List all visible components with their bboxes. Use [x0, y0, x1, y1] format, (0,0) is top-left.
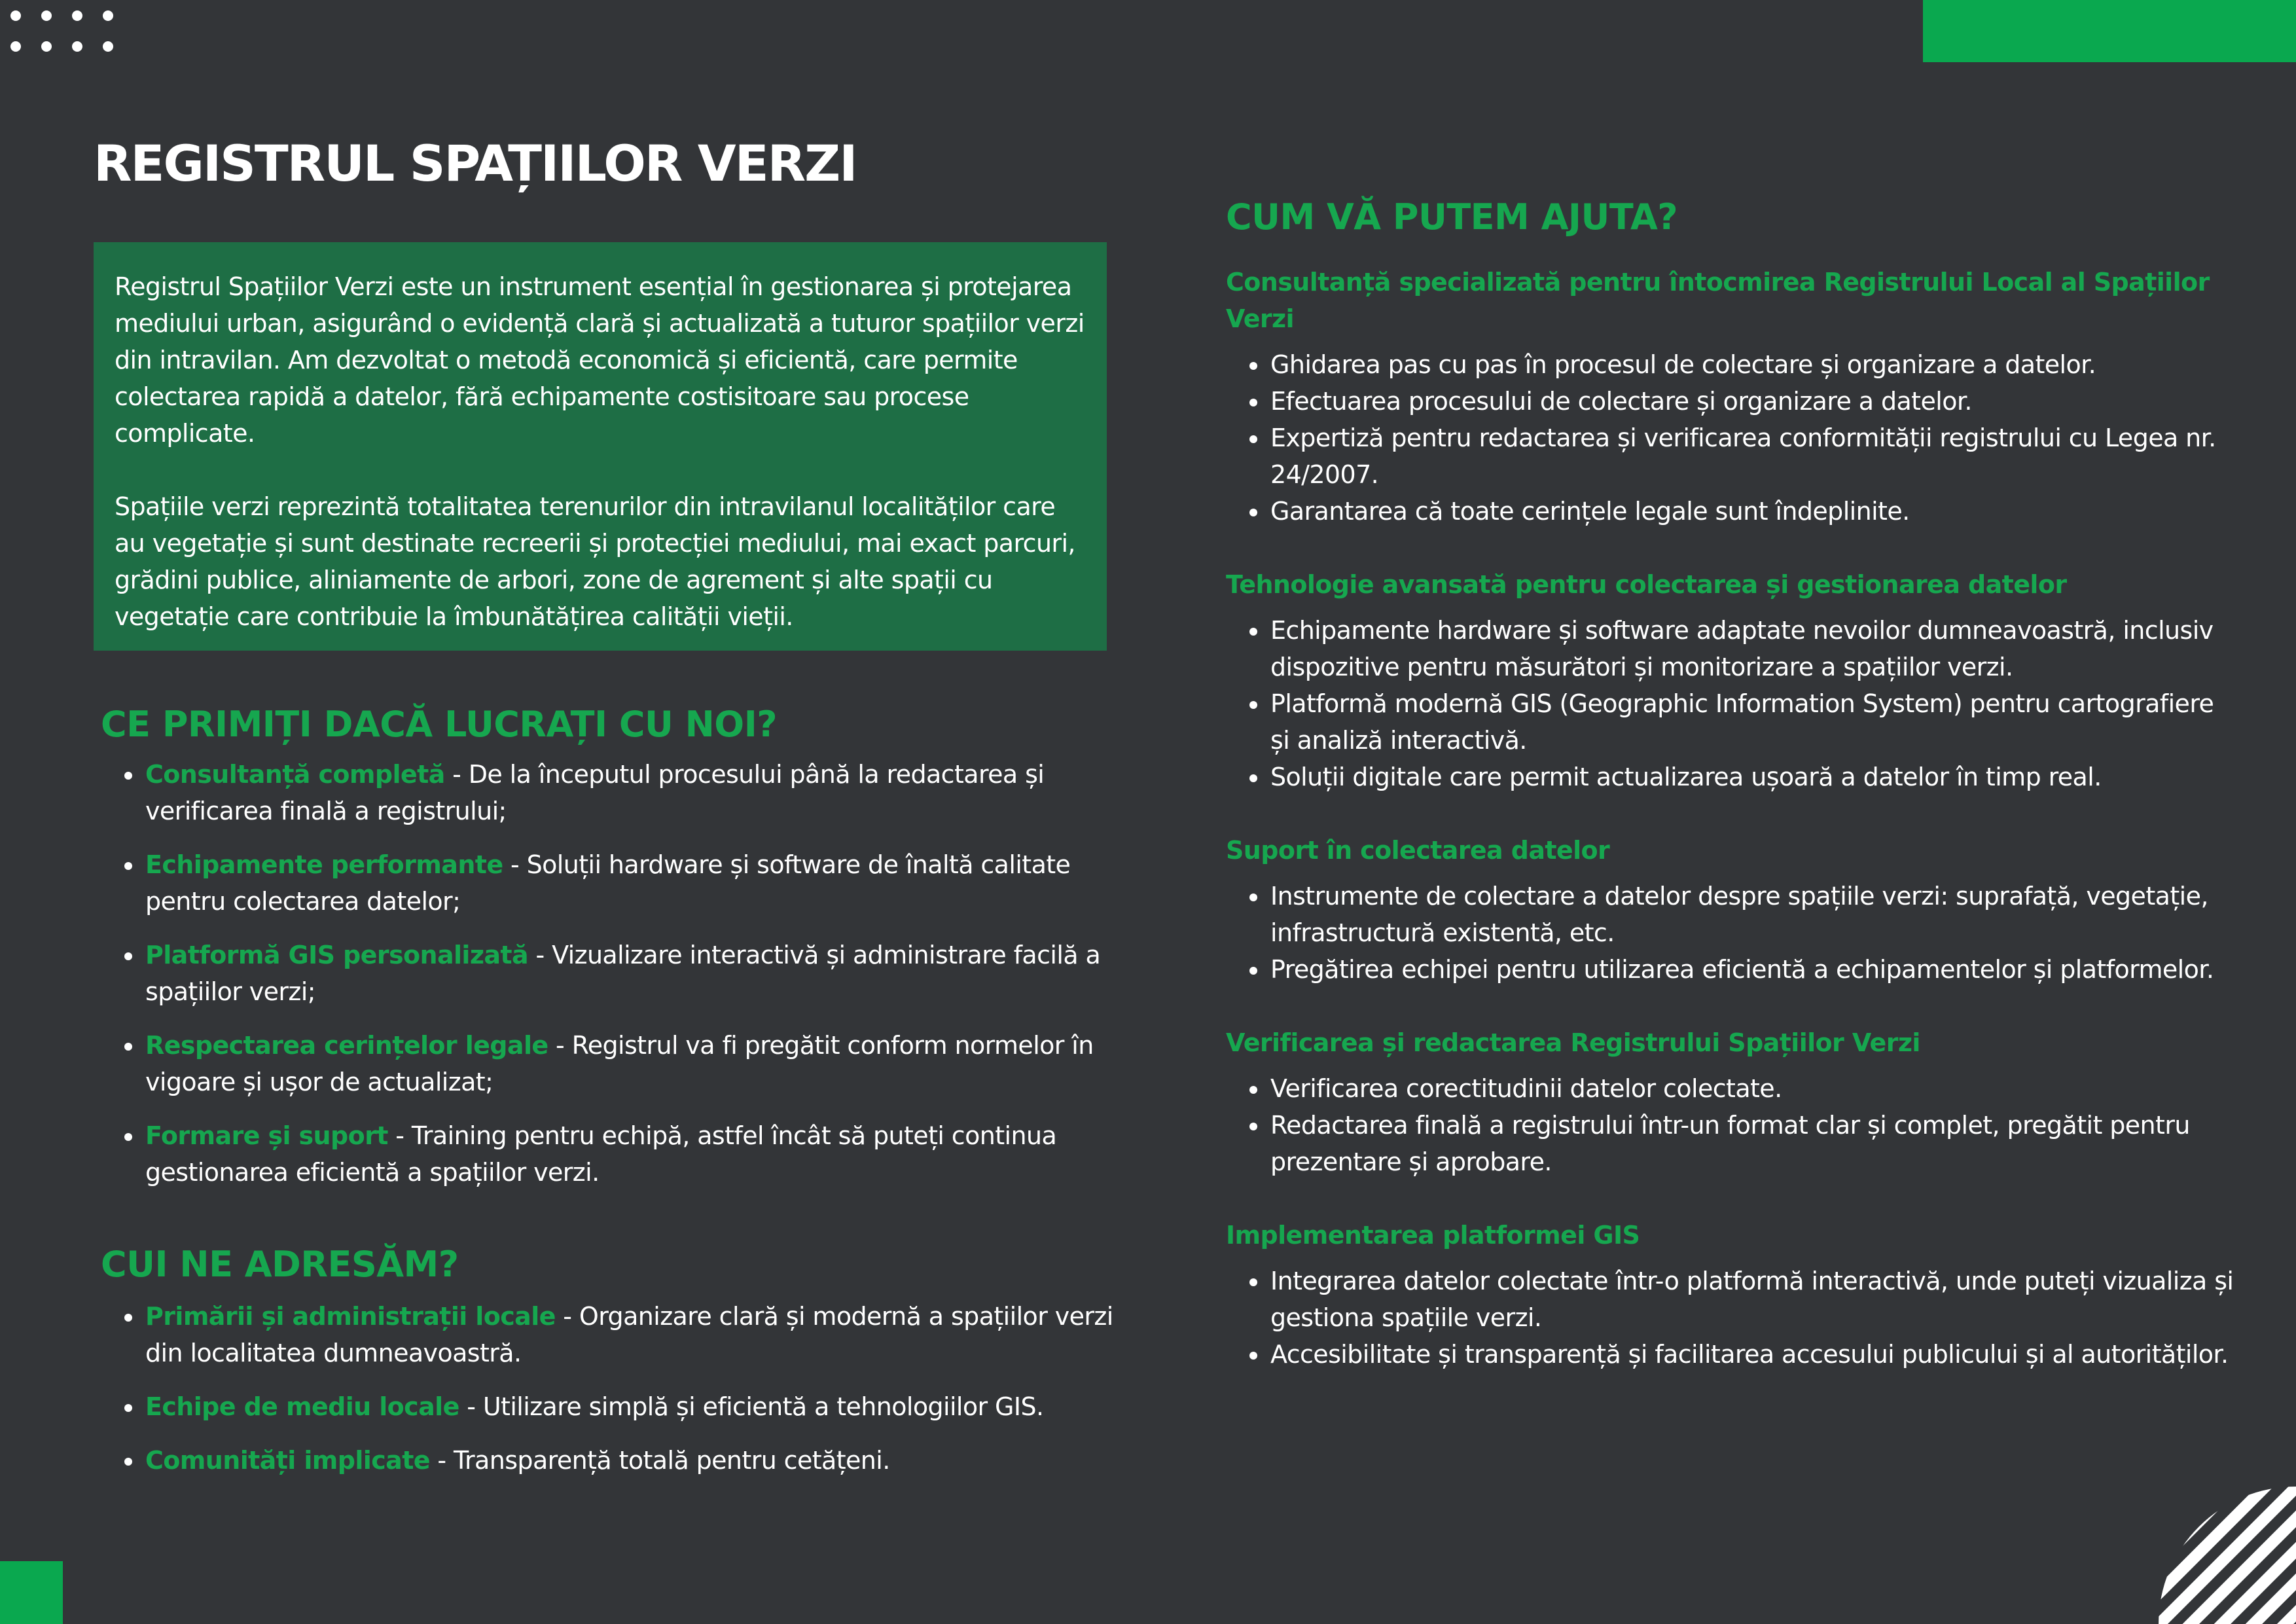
intro-paragraph-1: Registrul Spațiilor Verzi este un instrument esențial în gestionarea și protejarea mediului urban, asigurând o evidență clară și actualizată a tuturor spațiilor verzi din intravilan. Am dezvoltat o metodă economică și eficientă, care permite colectarea rapidă a datelor, fără echipamente costisitoare sau procese complicate.	[115, 272, 1085, 448]
list-item: Pregătirea echipei pentru utilizarea eficientă a echipamentelor și platformelor.	[1226, 951, 2234, 988]
audience-text: - Transparență totală pentru cetățeni.	[429, 1446, 890, 1475]
help-section-list	[1226, 878, 2234, 988]
page-title: REGISTRUL SPAȚIILOR VERZI	[94, 134, 857, 192]
help-section-title: Verificarea și redactarea Registrului Spațiilor Verzi	[1226, 1028, 1920, 1057]
list-item: Accesibilitate și transparență și facilitarea accesului publicului și al autorităților.	[1226, 1336, 2234, 1373]
audience-text: - Utilizare simplă și eficientă a tehnologiilor GIS.	[459, 1392, 1044, 1421]
benefit-text: - De la începutul procesului până la redactarea și verificarea finală a registrului;	[145, 760, 1045, 825]
list-item: Instrumente de colectare a datelor despre spațiile verzi: suprafață, vegetație, infrastructură existentă, etc.	[1226, 878, 2234, 951]
decorative-dots	[10, 10, 115, 56]
list-item: Ghidarea pas cu pas în procesul de colectare și organizare a datelor.	[1226, 346, 2234, 383]
benefit-text: - Registrul va fi pregătit conform normelor în vigoare și ușor de actualizat;	[145, 1031, 1094, 1096]
benefit-label: Platformă GIS personalizată	[145, 941, 529, 969]
help-heading: CUM VĂ PUTEM AJUTA?	[1226, 196, 1678, 238]
list-item: Soluții digitale care permit actualizarea ușoară a datelor în timp real.	[1226, 759, 2234, 795]
decorative-striped-circle	[2100, 1487, 2296, 1624]
help-section-title: Consultanță specializată pentru întocmirea Registrului Local al Spațiilor Verzi	[1226, 268, 2210, 333]
benefit-text: - Soluții hardware și software de înaltă calitate pentru colectarea datelor;	[145, 850, 1071, 916]
list-item	[101, 1388, 1122, 1425]
list-item	[101, 937, 1122, 1010]
benefit-text: - Training pentru echipă, astfel încât să puteți continua gestionarea eficientă a spațiilor verzi.	[145, 1121, 1057, 1187]
audience-text: - Organizare clară și modernă a spațiilor verzi din localitatea dumneavoastră.	[145, 1302, 1113, 1367]
intro-paragraph-2: Spațiile verzi reprezintă totalitatea terenurilor din intravilanul localităților care au vegetație și sunt destinate recreerii și protecției mediului, mai exact parcuri, grădini publice, aliniamente de arbori, zone de agrement și alte spații cu vegetație care contribuie la îmbunătățirea calității vieții.	[115, 492, 1075, 631]
benefit-text: - Vizualizare interactivă și administrare facilă a spațiilor verzi;	[145, 941, 1101, 1006]
list-item: Integrarea datelor colectate într-o platformă interactivă, unde puteți vizualiza și gestiona spațiile verzi.	[1226, 1263, 2234, 1336]
help-section-list	[1226, 1070, 2234, 1180]
list-item: Redactarea finală a registrului într-un format clar și complet, pregătit pentru prezentare și aprobare.	[1226, 1107, 2234, 1180]
help-section-list	[1226, 1263, 2234, 1373]
intro-box	[94, 242, 1107, 651]
benefit-label: Respectarea cerințelor legale	[145, 1031, 548, 1060]
list-item	[101, 1027, 1122, 1100]
help-section-list	[1226, 346, 2234, 530]
benefit-label: Formare și suport	[145, 1121, 388, 1150]
help-section-title: Suport în colectarea datelor	[1226, 836, 1610, 865]
decorative-green-square-bottom	[0, 1561, 63, 1624]
benefits-list	[101, 756, 1122, 1208]
list-item	[101, 756, 1122, 829]
benefit-label: Consultanță completă	[145, 760, 445, 789]
list-item: Platformă modernă GIS (Geographic Information System) pentru cartografiere și analiză interactivă.	[1226, 685, 2234, 759]
decorative-green-bar-top	[1923, 0, 2296, 62]
audience-label: Primării și administrații locale	[145, 1302, 556, 1331]
list-item: Verificarea corectitudinii datelor colectate.	[1226, 1070, 2234, 1107]
list-item	[101, 1442, 1122, 1479]
audience-label: Comunități implicate	[145, 1446, 430, 1475]
benefit-label: Echipamente performante	[145, 850, 503, 879]
audience-list	[101, 1298, 1122, 1496]
audience-label: Echipe de mediu locale	[145, 1392, 459, 1421]
help-section-title: Implementarea platformei GIS	[1226, 1221, 1640, 1250]
help-section-list	[1226, 612, 2234, 795]
audience-heading: CUI NE ADRESĂM?	[101, 1244, 459, 1285]
benefits-heading: CE PRIMIȚI DACĂ LUCRAȚI CU NOI?	[101, 704, 778, 745]
list-item: Efectuarea procesului de colectare și organizare a datelor.	[1226, 383, 2234, 420]
list-item	[101, 1117, 1122, 1191]
help-section-title: Tehnologie avansată pentru colectarea și gestionarea datelor	[1226, 570, 2067, 599]
list-item	[101, 846, 1122, 920]
list-item: Garantarea că toate cerințele legale sunt îndeplinite.	[1226, 493, 2234, 530]
help-column	[1226, 196, 2234, 1409]
list-item: Echipamente hardware și software adaptate nevoilor dumneavoastră, inclusiv dispozitive pentru măsurători și monitorizare a spațiilor verzi.	[1226, 612, 2234, 685]
list-item	[101, 1298, 1122, 1371]
list-item: Expertiză pentru redactarea și verificarea conformității registrului cu Legea nr. 24/2007.	[1226, 420, 2234, 493]
